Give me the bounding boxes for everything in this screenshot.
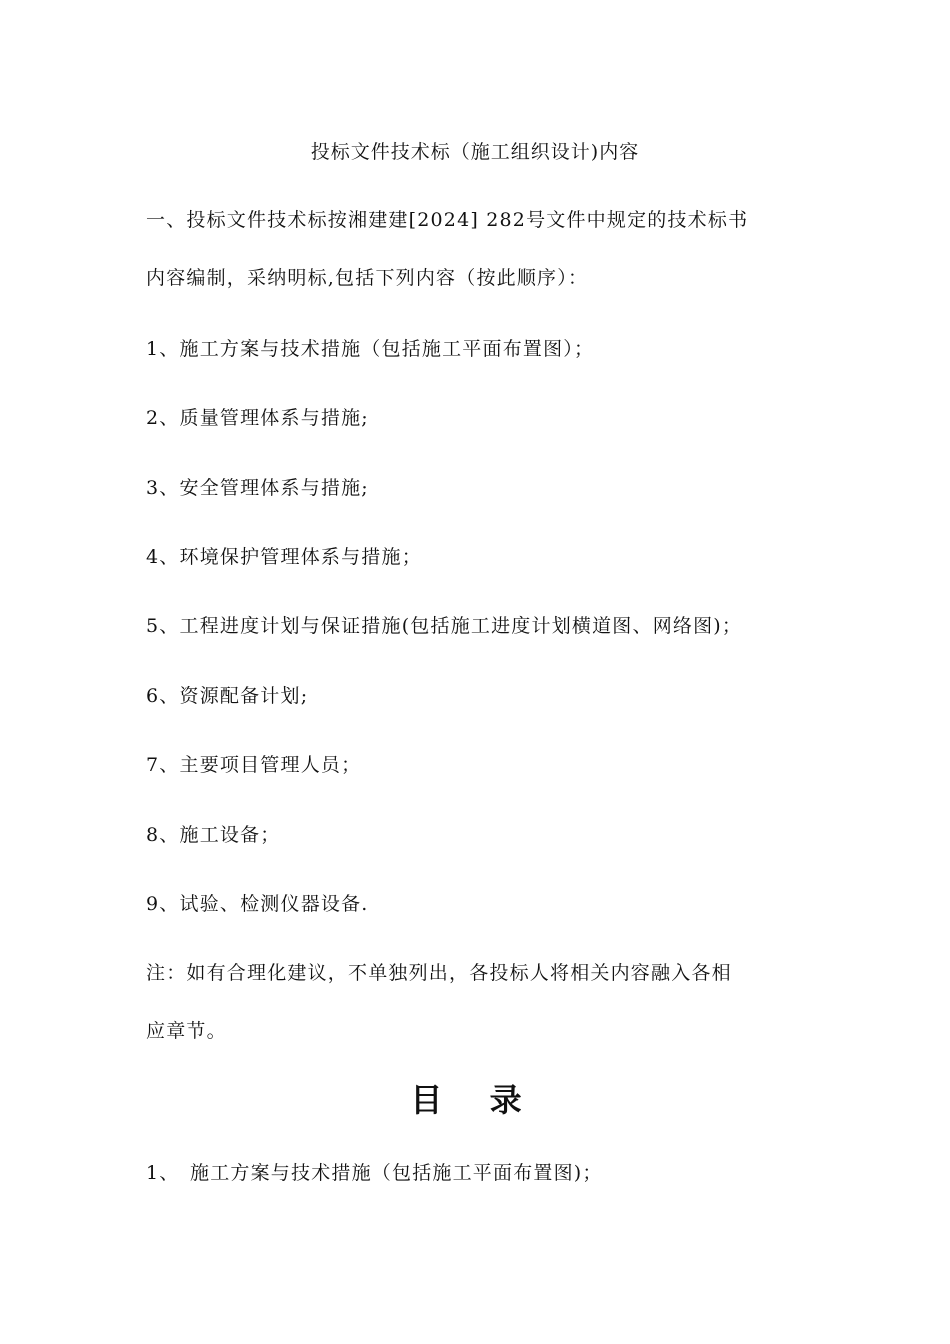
toc-title: 目 录 xyxy=(410,1081,540,1119)
list-item-2: 2、质量管理体系与措施; xyxy=(146,407,369,429)
list-item-3: 3、安全管理体系与措施; xyxy=(146,477,369,499)
list-item-5: 5、工程进度计划与保证措施(包括施工进度计划横道图、网络图)； xyxy=(146,615,743,637)
note-line-2: 应章节。 xyxy=(146,1020,227,1042)
list-item-4: 4、环境保护管理体系与措施； xyxy=(146,546,422,568)
toc-entry-number: 1、 xyxy=(146,1162,180,1184)
list-item-7: 7、主要项目管理人员； xyxy=(146,754,362,776)
note-line-1: 注：如有合理化建议，不单独列出，各投标人将相关内容融入各相 xyxy=(146,962,732,984)
toc-entry-text: 施工方案与技术措施（包括施工平面布置图)； xyxy=(190,1162,603,1184)
list-item-8: 8、施工设备； xyxy=(146,824,281,846)
intro-line-2: 内容编制，采纳明标,包括下列内容（按此顺序）： xyxy=(146,267,589,289)
list-item-6: 6、资源配备计划; xyxy=(146,685,309,707)
document-title: 投标文件技术标（施工组织设计)内容 xyxy=(310,141,640,163)
toc-entry-1[interactable] xyxy=(146,1161,603,1185)
list-item-9: 9、试验、检测仪器设备. xyxy=(146,893,369,915)
intro-line-1: 一、投标文件技术标按湘建建[2024] 282号文件中规定的技术标书 xyxy=(146,209,749,231)
list-item-1: 1、施工方案与技术措施（包括施工平面布置图）； xyxy=(146,338,595,360)
